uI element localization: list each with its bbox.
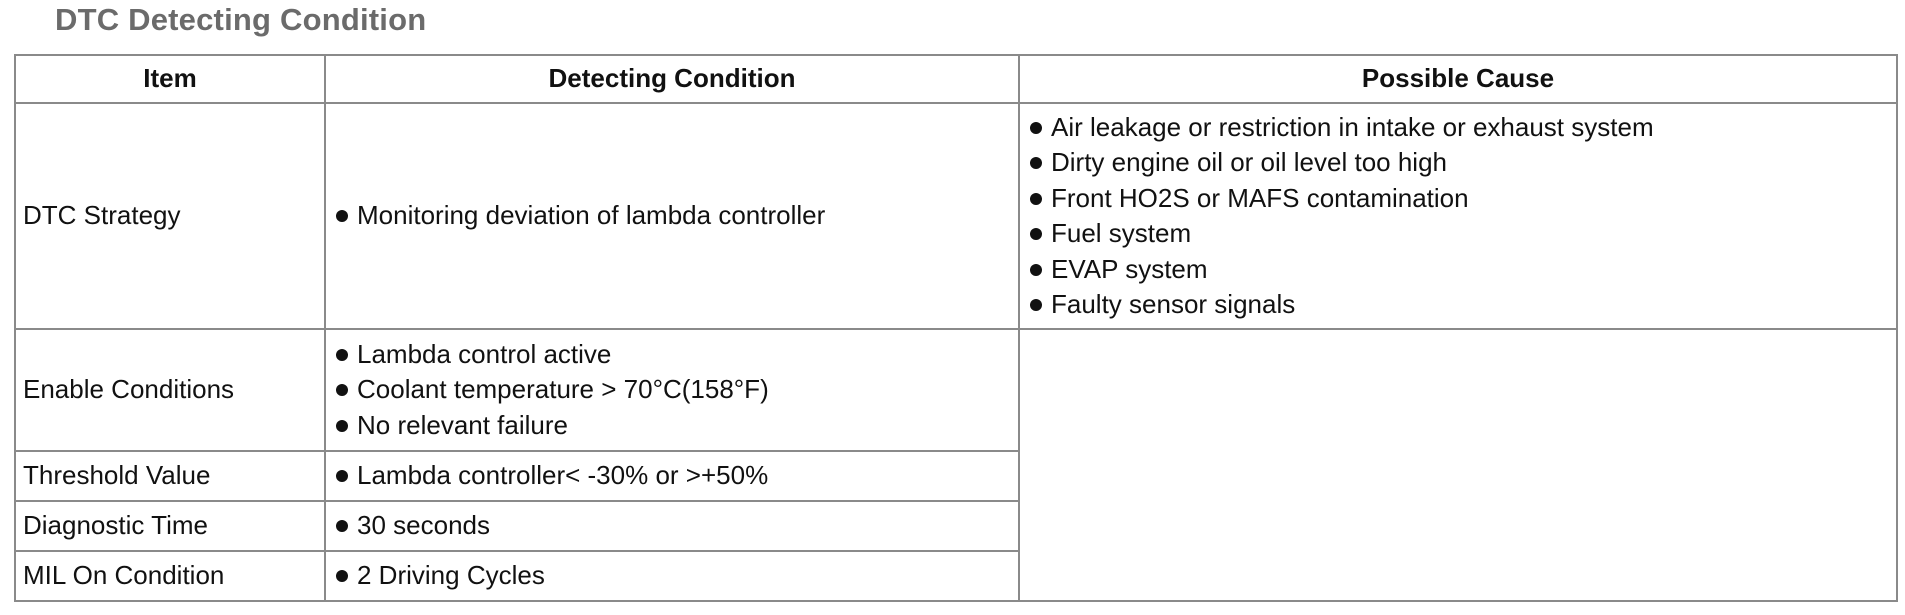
condition-cell xyxy=(325,501,1019,551)
table-row xyxy=(15,329,1897,451)
bullet-icon xyxy=(336,420,348,432)
condition-text: Monitoring deviation of lambda controller xyxy=(357,200,826,231)
condition-item xyxy=(334,558,1010,594)
item-cell: DTC Strategy xyxy=(15,103,325,329)
condition-list xyxy=(334,558,1010,594)
cause-item xyxy=(1028,216,1888,252)
condition-list xyxy=(334,508,1010,544)
page-title: DTC Detecting Condition xyxy=(55,2,427,37)
cause-item xyxy=(1028,252,1888,288)
condition-cell xyxy=(325,103,1019,329)
condition-text: Lambda controller< -30% or >+50% xyxy=(357,460,769,491)
condition-text: Coolant temperature > 70°C(158°F) xyxy=(357,374,769,405)
cause-cell-empty xyxy=(1019,329,1897,601)
condition-cell xyxy=(325,551,1019,601)
header-item: Item xyxy=(15,55,325,103)
bullet-icon xyxy=(1030,299,1042,311)
table-header-row xyxy=(15,55,1897,103)
cause-list xyxy=(1028,110,1888,323)
bullet-icon xyxy=(1030,157,1042,169)
bullet-icon xyxy=(336,470,348,482)
cause-item xyxy=(1028,181,1888,217)
bullet-icon xyxy=(336,384,348,396)
item-cell: Enable Conditions xyxy=(15,329,325,451)
condition-item xyxy=(334,337,1010,373)
bullet-icon xyxy=(336,520,348,532)
condition-text: Lambda control active xyxy=(357,338,612,369)
cause-item xyxy=(1028,145,1888,181)
condition-item xyxy=(334,408,1010,444)
cause-text: Fuel system xyxy=(1051,218,1192,248)
condition-item xyxy=(334,372,1010,408)
condition-item xyxy=(334,198,1010,234)
bullet-icon xyxy=(1030,193,1042,205)
condition-cell xyxy=(325,329,1019,451)
cause-item xyxy=(1028,287,1888,323)
condition-text: 30 seconds xyxy=(357,510,490,541)
cause-text: Front HO2S or MAFS contamination xyxy=(1051,182,1469,213)
condition-list xyxy=(334,337,1010,444)
cause-text: Faulty sensor signals xyxy=(1051,289,1296,319)
item-cell: Threshold Value xyxy=(15,451,325,501)
condition-item xyxy=(334,508,1010,544)
cause-text: EVAP system xyxy=(1051,253,1208,284)
cause-cell-top xyxy=(1019,103,1897,329)
table-row xyxy=(15,103,1897,329)
bullet-icon xyxy=(1030,228,1042,240)
condition-list xyxy=(334,198,1010,234)
bullet-icon xyxy=(1030,264,1042,276)
bullet-icon xyxy=(336,210,348,222)
condition-text: 2 Driving Cycles xyxy=(357,560,545,591)
cause-text: Air leakage or restriction in intake or exhaust system xyxy=(1051,111,1654,142)
cause-text: Dirty engine oil or oil level too high xyxy=(1051,147,1447,177)
condition-cell xyxy=(325,451,1019,501)
dtc-table xyxy=(14,54,1898,602)
item-cell: MIL On Condition xyxy=(15,551,325,601)
item-cell: Diagnostic Time xyxy=(15,501,325,551)
header-possible-cause: Possible Cause xyxy=(1019,55,1897,103)
condition-item xyxy=(334,458,1010,494)
cause-item xyxy=(1028,110,1888,146)
bullet-icon xyxy=(336,349,348,361)
header-detecting-condition: Detecting Condition xyxy=(325,55,1019,103)
condition-text: No relevant failure xyxy=(357,409,568,440)
condition-list xyxy=(334,458,1010,494)
bullet-icon xyxy=(336,570,348,582)
bullet-icon xyxy=(1030,122,1042,134)
